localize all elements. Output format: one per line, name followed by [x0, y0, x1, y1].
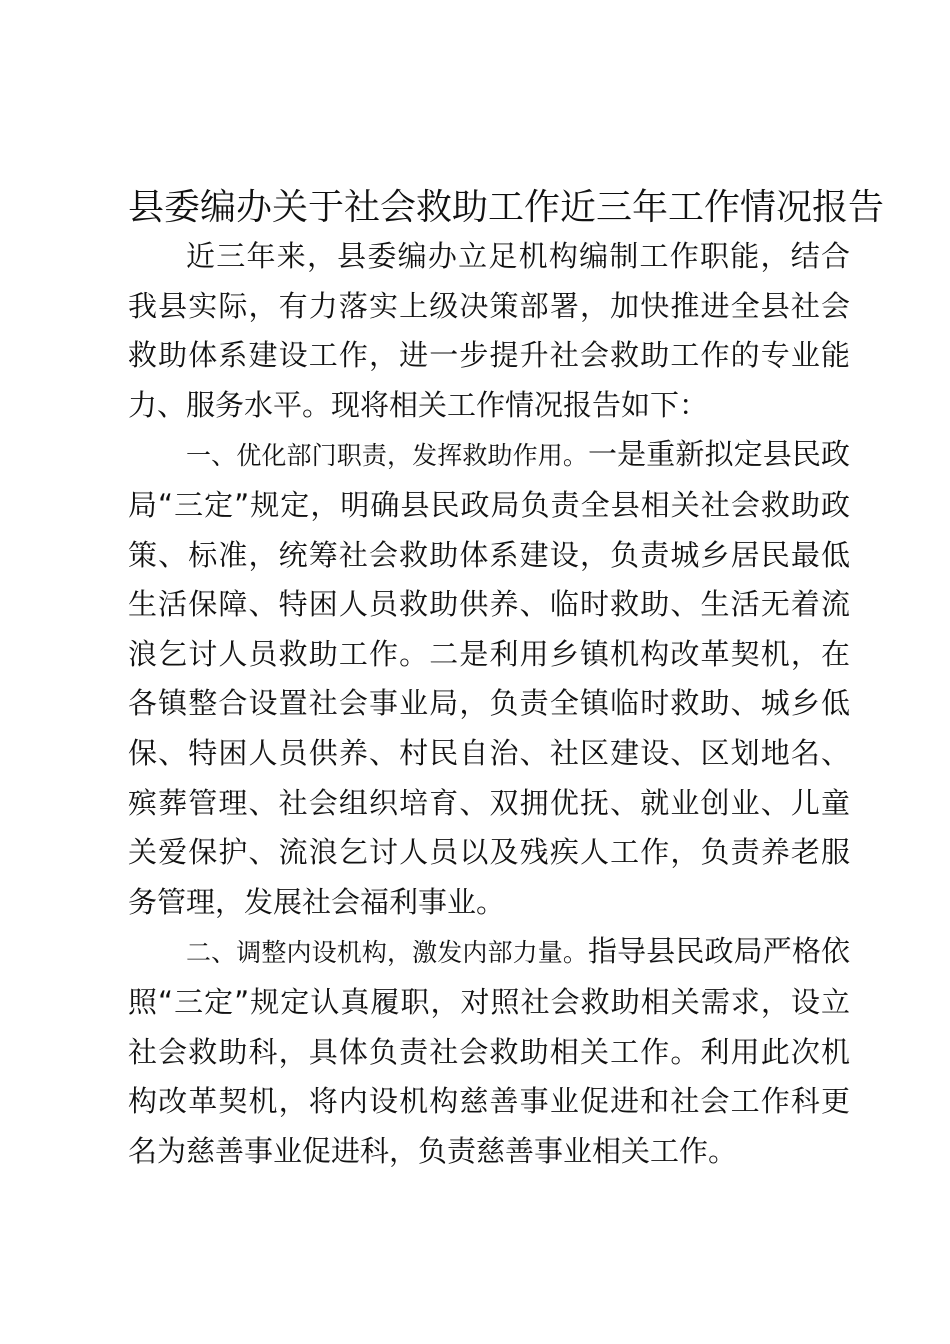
- section-text-2: 指导县民政局严格依照“三定”规定认真履职，对照社会救助相关需求，设立社会救助科，具体负责社会救助相关工作。利用此次机构改革契机，将内设机构慈善事业促进和社会工作科更名为慈善事业促进科，负责慈善事业相关工作。: [128, 934, 850, 1168]
- section-heading-1: 一、优化部门职责，发挥救助作用。: [186, 441, 588, 471]
- section-text-1: 一是重新拟定县民政局“三定”规定，明确县民政局负责全县相关社会救助政策、标准，统筹社会救助体系建设，负责城乡居民最低生活保障、特困人员救助供养、临时救助、生活无着流浪乞讨人员救助工作。二是利用乡镇机构改革契机，在各镇整合设置社会事业局，负责全镇临时救助、城乡低保、特困人员供养、村民自治、社区建设、区划地名、殡葬管理、社会组织培育、双拥优抚、就业创业、儿童关爱保护、流浪乞讨人员以及残疾人工作，负责养老服务管理，发展社会福利事业。: [128, 437, 850, 919]
- section-heading-2: 二、调整内设机构，激发内部力量。: [186, 938, 588, 968]
- document-title: 县委编办关于社会救助工作近三年工作情况报告: [128, 187, 885, 228]
- section-paragraph-1: [128, 430, 850, 927]
- document-body: [128, 232, 850, 1176]
- section-paragraph-2: [128, 927, 850, 1176]
- intro-paragraph: 近三年来，县委编办立足机构编制工作职能，结合我县实际，有力落实上级决策部署，加快推进全县社会救助体系建设工作，进一步提升社会救助工作的专业能力、服务水平。现将相关工作情况报告如下：: [128, 239, 850, 422]
